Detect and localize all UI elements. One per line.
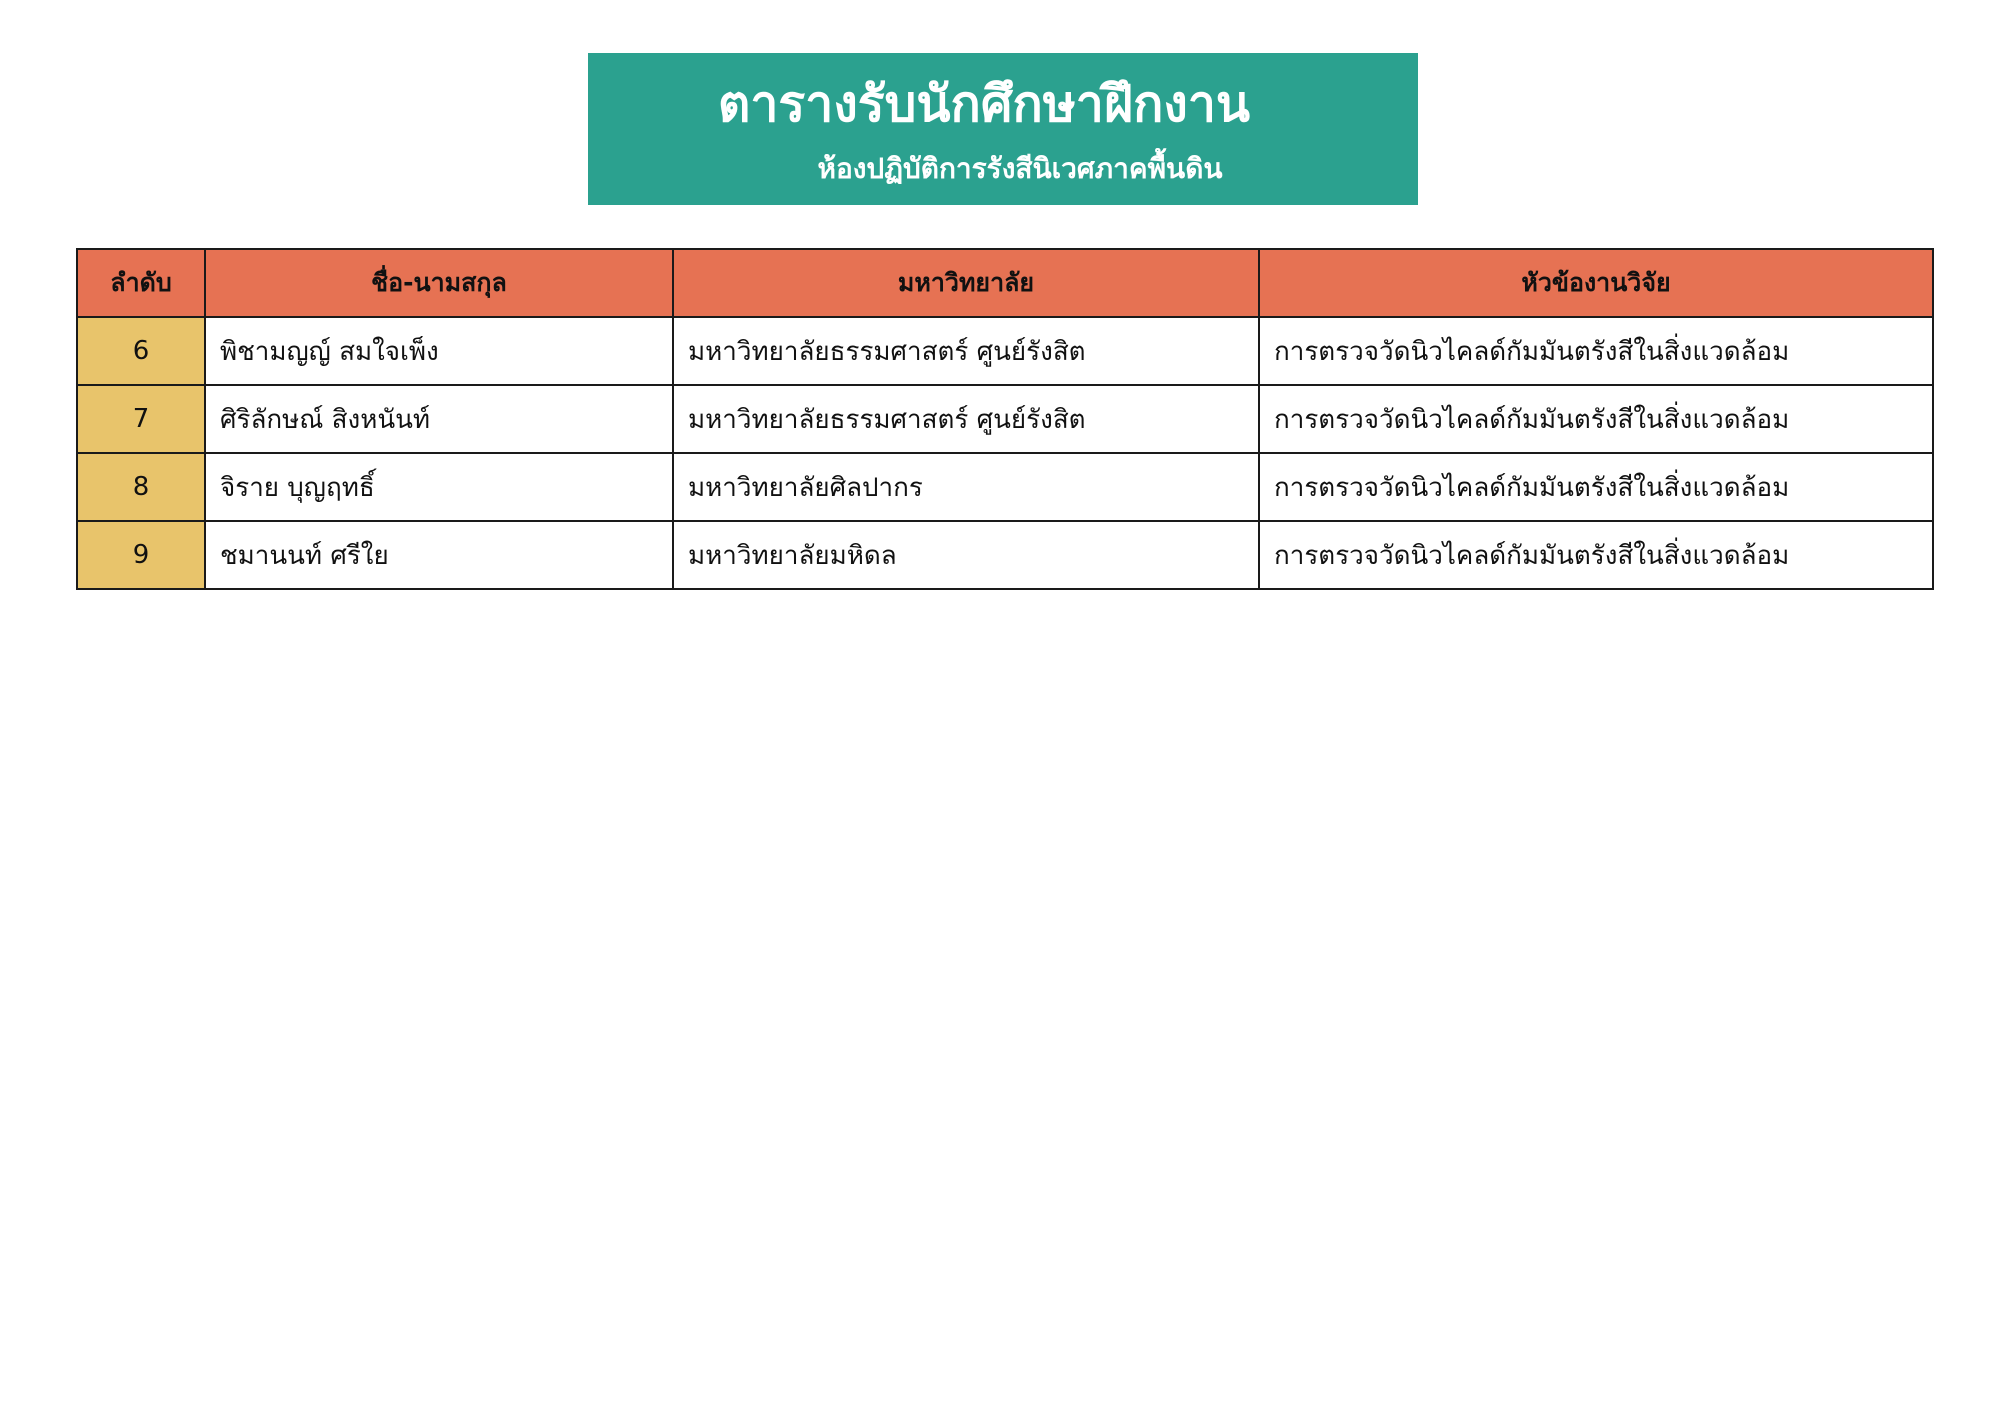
column-header-university: มหาวิทยาลัย bbox=[673, 249, 1259, 317]
university-name: มหาวิทยาลัยธรรมศาสตร์ ศูนย์รังสิต bbox=[673, 317, 1259, 385]
page-subtitle: ห้องปฏิบัติการรังสีนิเวศภาคพื้นดิน bbox=[817, 152, 1223, 185]
intern-table bbox=[76, 248, 1934, 590]
research-topic: การตรวจวัดนิวไคลด์กัมมันตรังสีในสิ่งแวดล้อม bbox=[1259, 385, 1933, 453]
row-number: 9 bbox=[77, 521, 205, 589]
table-row bbox=[77, 453, 1933, 521]
student-name: ศิริลักษณ์ สิงหนันท์ bbox=[205, 385, 673, 453]
university-name: มหาวิทยาลัยมหิดล bbox=[673, 521, 1259, 589]
column-header-topic: หัวข้องานวิจัย bbox=[1259, 249, 1933, 317]
student-name: ชมานนท์ ศรีใย bbox=[205, 521, 673, 589]
row-number: 7 bbox=[77, 385, 205, 453]
university-name: มหาวิทยาลัยธรรมศาสตร์ ศูนย์รังสิต bbox=[673, 385, 1259, 453]
research-topic: การตรวจวัดนิวไคลด์กัมมันตรังสีในสิ่งแวดล้อม bbox=[1259, 453, 1933, 521]
student-name: จิราย บุญฤทธิ์ bbox=[205, 453, 673, 521]
title-banner bbox=[588, 53, 1418, 205]
row-number: 8 bbox=[77, 453, 205, 521]
column-header-name: ชื่อ-นามสกุล bbox=[205, 249, 673, 317]
university-name: มหาวิทยาลัยศิลปากร bbox=[673, 453, 1259, 521]
row-number: 6 bbox=[77, 317, 205, 385]
table-row bbox=[77, 521, 1933, 589]
student-name: พิชามญญ์ สมใจเพ็ง bbox=[205, 317, 673, 385]
table-row bbox=[77, 385, 1933, 453]
research-topic: การตรวจวัดนิวไคลด์กัมมันตรังสีในสิ่งแวดล้อม bbox=[1259, 521, 1933, 589]
table-header-row bbox=[77, 249, 1933, 317]
research-topic: การตรวจวัดนิวไคลด์กัมมันตรังสีในสิ่งแวดล้อม bbox=[1259, 317, 1933, 385]
page-title: ตารางรับนักศึกษาฝึกงาน bbox=[717, 75, 1251, 133]
column-header-number: ลำดับ bbox=[77, 249, 205, 317]
table-row bbox=[77, 317, 1933, 385]
